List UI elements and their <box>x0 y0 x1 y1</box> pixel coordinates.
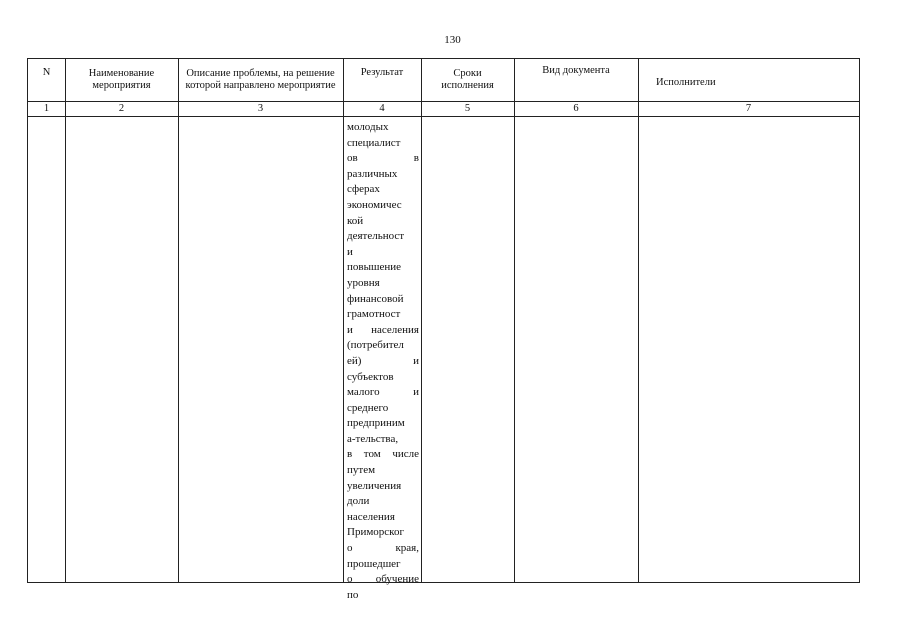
result-line: экономичес <box>347 198 402 211</box>
result-line: прошедшег <box>347 557 401 570</box>
header-result: Результат <box>360 67 404 78</box>
header-measure-name: Наименование мероприятия <box>88 68 155 91</box>
result-line: молодых <box>347 121 389 133</box>
column-number: 2 <box>118 103 125 114</box>
column-number: 3 <box>257 103 264 114</box>
result-line: сферах <box>347 183 380 196</box>
result-line: Приморског <box>347 526 404 539</box>
result-line: ей) и <box>347 354 419 367</box>
column-number: 1 <box>43 103 50 114</box>
column-number: 6 <box>573 103 579 114</box>
result-line: в том числе <box>347 448 419 461</box>
number-row-divider <box>28 116 859 117</box>
column-number: 7 <box>745 103 752 114</box>
column-divider <box>178 59 179 582</box>
result-line: повышение <box>347 261 401 274</box>
column-divider <box>65 59 66 582</box>
column-divider <box>343 59 344 582</box>
result-line: населения <box>347 510 395 523</box>
result-line: и <box>347 245 353 258</box>
result-line: различных <box>347 167 398 180</box>
result-line: деятельност <box>347 230 405 243</box>
column-divider <box>514 59 515 582</box>
result-line: кой <box>347 214 364 227</box>
column-divider <box>421 59 422 582</box>
result-line: и населения <box>347 323 419 336</box>
result-line: субъектов <box>347 370 394 383</box>
column-number: 5 <box>464 103 471 114</box>
result-line: увеличения <box>347 479 402 492</box>
page-number: 130 <box>444 34 461 46</box>
result-line: путем <box>347 464 376 477</box>
result-line: уровня <box>347 276 380 289</box>
result-line: по <box>347 588 359 601</box>
result-line: предприним <box>347 417 405 430</box>
result-line: доли <box>347 495 370 508</box>
header-deadlines: Сроки исполнения <box>441 68 494 91</box>
column-number: 4 <box>379 103 385 114</box>
column-divider <box>638 59 639 582</box>
header-n: N <box>42 67 51 78</box>
result-line: (потребител <box>347 339 404 352</box>
result-line: финансовой <box>347 292 404 305</box>
result-line: среднего <box>347 401 389 414</box>
result-line: грамотност <box>347 308 401 321</box>
header-document-type: Вид документа <box>542 65 610 76</box>
result-line: а-тельства, <box>347 432 399 445</box>
result-cell-text <box>347 120 419 603</box>
result-line: о края, <box>347 542 419 555</box>
result-line: специалист <box>347 136 401 149</box>
result-line: о обучение <box>347 573 419 586</box>
measures-table <box>27 58 860 601</box>
header-executors: Исполнители <box>656 77 716 88</box>
result-line: ов в <box>347 152 419 165</box>
header-problem-description: Описание проблемы, на решение которой направлено мероприятие <box>185 68 336 91</box>
result-line: малого и <box>347 386 419 399</box>
